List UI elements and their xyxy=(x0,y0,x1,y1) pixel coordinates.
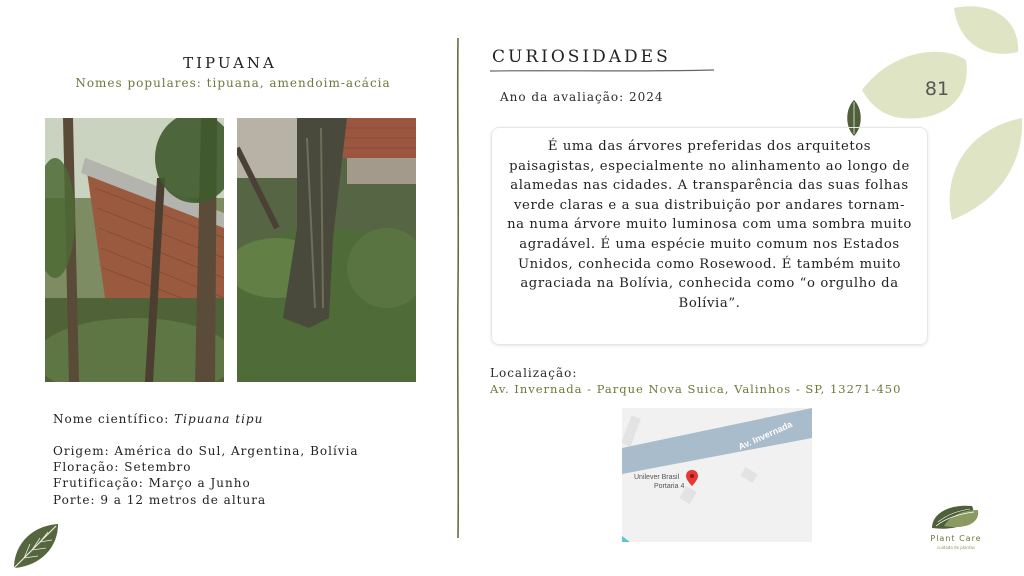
flowering: Floração: Setembro xyxy=(53,460,192,474)
curiosities-text: É uma das árvores preferidas dos arquitetos paisagistas, especialmente no alinhamento ao longo de alamedas nas cidades. A transparência das suas folhas verde claras e a sua distribuição por andares tornam-na numa árvore muito luminosa com uma sombra muito agradável. É uma espécie muito comum nos Estados Unidos, conhecida como Rosewood. É também muito agraciada na Bolívia, conhecida como “o orgulho da Bolívia”. xyxy=(491,127,928,345)
popular-names: Nomes populares: tipuana, amendoim-acácia xyxy=(75,76,391,90)
leaf-decoration-icon xyxy=(8,520,64,572)
leaf-decoration-icon xyxy=(862,0,1024,224)
scientific-name-label: Nome científico: xyxy=(53,412,170,426)
page-number: 81 xyxy=(924,78,950,100)
scientific-name-line xyxy=(53,412,263,426)
tree-size: Porte: 9 a 12 metros de altura xyxy=(53,493,267,507)
evaluation-year: Ano da avaliação: 2024 xyxy=(500,90,664,104)
scientific-name: Tipuana tipu xyxy=(174,412,264,426)
fruiting: Frutificação: Março a Junho xyxy=(53,476,251,490)
column-divider xyxy=(455,38,461,538)
origin: Origem: América do Sul, Argentina, Bolívia xyxy=(53,444,359,458)
title-underline xyxy=(490,68,714,74)
map-place-line2: Portaria 4 xyxy=(654,483,685,490)
plant-photo-wall xyxy=(45,118,224,382)
location-label: Localização: xyxy=(490,366,578,380)
logo-name: Plant Care xyxy=(930,534,982,543)
plant-title: TIPUANA xyxy=(183,54,277,72)
plant-care-logo-icon xyxy=(928,502,984,534)
location-map[interactable] xyxy=(622,408,812,542)
plant-photo-trunk xyxy=(237,118,416,382)
map-place-line1: Unilever Brasil xyxy=(634,474,680,481)
map-street-label: Av. Invernada xyxy=(736,419,794,452)
curiosities-title: CURIOSIDADES xyxy=(492,47,671,67)
logo-tagline: cuidado de plantas xyxy=(936,545,976,550)
location-address[interactable]: Av. Invernada - Parque Nova Suica, Valinhos - SP, 13271-450 xyxy=(490,382,902,396)
